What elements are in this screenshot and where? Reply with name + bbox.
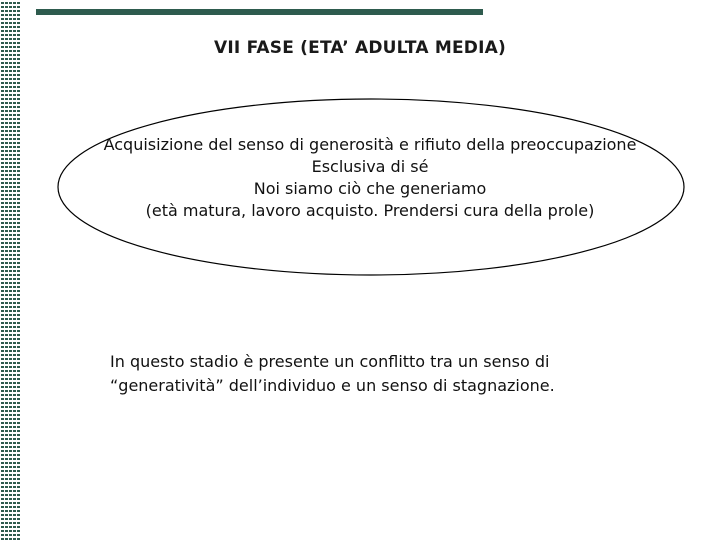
title-rule	[36, 9, 483, 15]
body-paragraph	[110, 350, 670, 398]
decorative-left-stripe	[0, 0, 22, 540]
ellipse-line: Esclusiva di sé	[311, 157, 429, 176]
ellipse-text-block	[40, 134, 700, 222]
ellipse-line: Acquisizione del senso di generosità e rifiuto della preoccupazione	[103, 135, 637, 154]
ellipse-line: (età matura, lavoro acquisto. Prendersi cura della prole)	[145, 201, 595, 220]
ellipse-line: Noi siamo ciò che generiamo	[253, 179, 487, 198]
slide-title: VII FASE (ETA’ ADULTA MEDIA)	[214, 38, 506, 58]
body-line: In questo stadio è presente un conflitto tra un senso di	[110, 352, 550, 371]
body-line: “generatività” dell’individuo e un senso di stagnazione.	[110, 376, 555, 395]
